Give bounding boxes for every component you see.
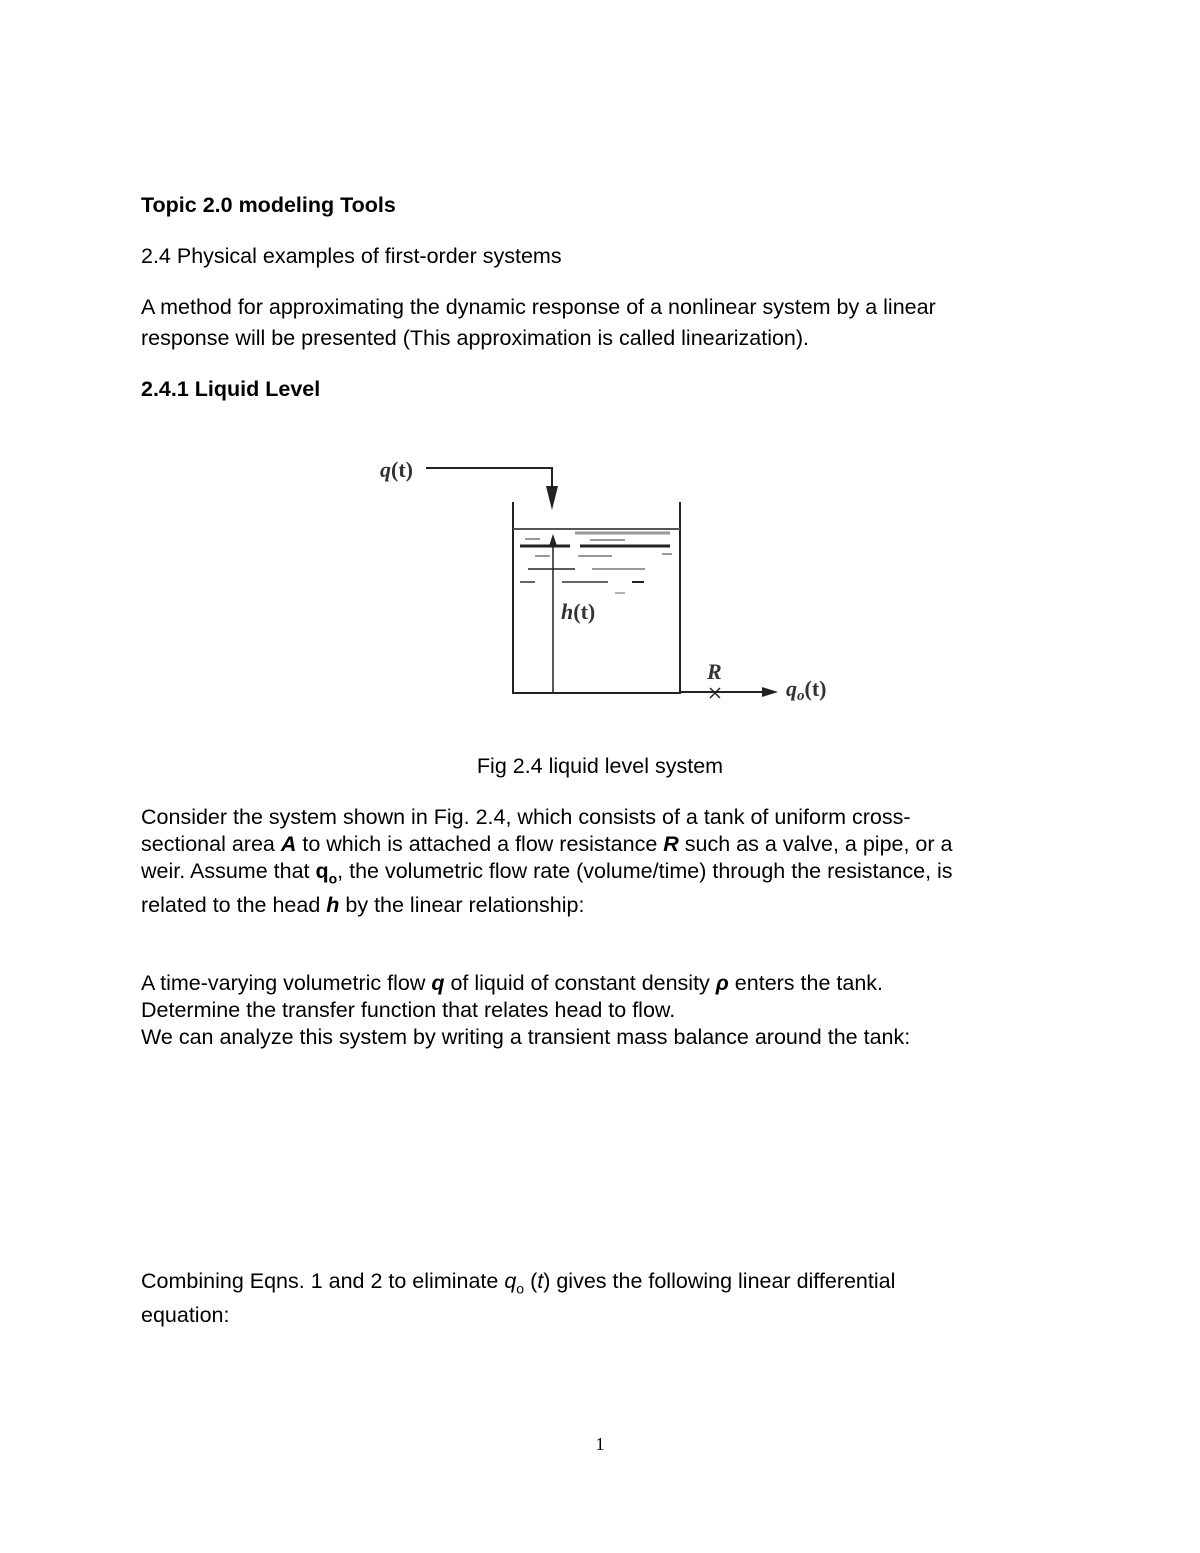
level-label: h(t) (561, 599, 596, 624)
para1-line-2: sectional area A to which is attached a flow resistance R such as a valve, a pipe, or a (141, 832, 953, 856)
paragraph-mass-balance (141, 970, 910, 1051)
figure-caption: Fig 2.4 liquid level system (476, 754, 724, 778)
page-number: 1 (595, 1434, 605, 1454)
liquid-surface (513, 529, 680, 593)
para1-line-4: related to the head h by the linear relationship: (141, 893, 585, 918)
para2-line-1: A time-varying volumetric flow q of liquid of constant density ρ enters the tank. (141, 971, 884, 995)
para1-line-1: Consider the system shown in Fig. 2.4, which consists of a tank of uniform cross- (141, 805, 911, 829)
intro-line-2: response will be presented (This approximation is called linearization). (141, 326, 810, 350)
tank-walls (513, 502, 680, 693)
outflow-label: qo(t) (786, 676, 827, 704)
outflow-arrow (762, 687, 778, 697)
intro-line-1: A method for approximating the dynamic response of a nonlinear system by a linear (141, 295, 936, 319)
inflow-pipe (426, 468, 552, 492)
head-symbol: h (326, 893, 340, 918)
paragraph-system-description (141, 804, 953, 919)
para2-line-3: We can analyze this system by writing a transient mass balance around the tank: (141, 1025, 911, 1049)
inflow-label: q(t) (380, 457, 413, 482)
level-dimension-arrow (549, 534, 557, 546)
inflow-arrow (546, 486, 558, 510)
paragraph-combining (141, 1268, 895, 1329)
resistance-symbol: R (663, 832, 679, 856)
section-title: 2.4 Physical examples of first-order systems (141, 244, 562, 268)
topic-heading: Topic 2.0 modeling Tools (141, 193, 396, 217)
outflow-symbol: q (315, 859, 329, 883)
para2-line-2: Determine the transfer function that relates head to flow. (141, 998, 676, 1022)
resistance-label: R (707, 659, 722, 684)
para1-line-3: weir. Assume that $q_o$, the volumetric flow rate (volume/time) through the resistance, is (141, 859, 953, 887)
flow-symbol: q (431, 971, 445, 995)
para3-line-1: Combining Eqns. 1 and 2 to eliminate $q_o$ (t) gives the following linear differential (141, 1269, 896, 1297)
subsection-heading: 2.4.1 Liquid Level (141, 377, 321, 401)
para3-line-2: equation: (141, 1303, 230, 1328)
density-symbol: ρ (715, 971, 729, 995)
liquid-level-figure (360, 440, 860, 720)
area-symbol: A (280, 832, 297, 856)
